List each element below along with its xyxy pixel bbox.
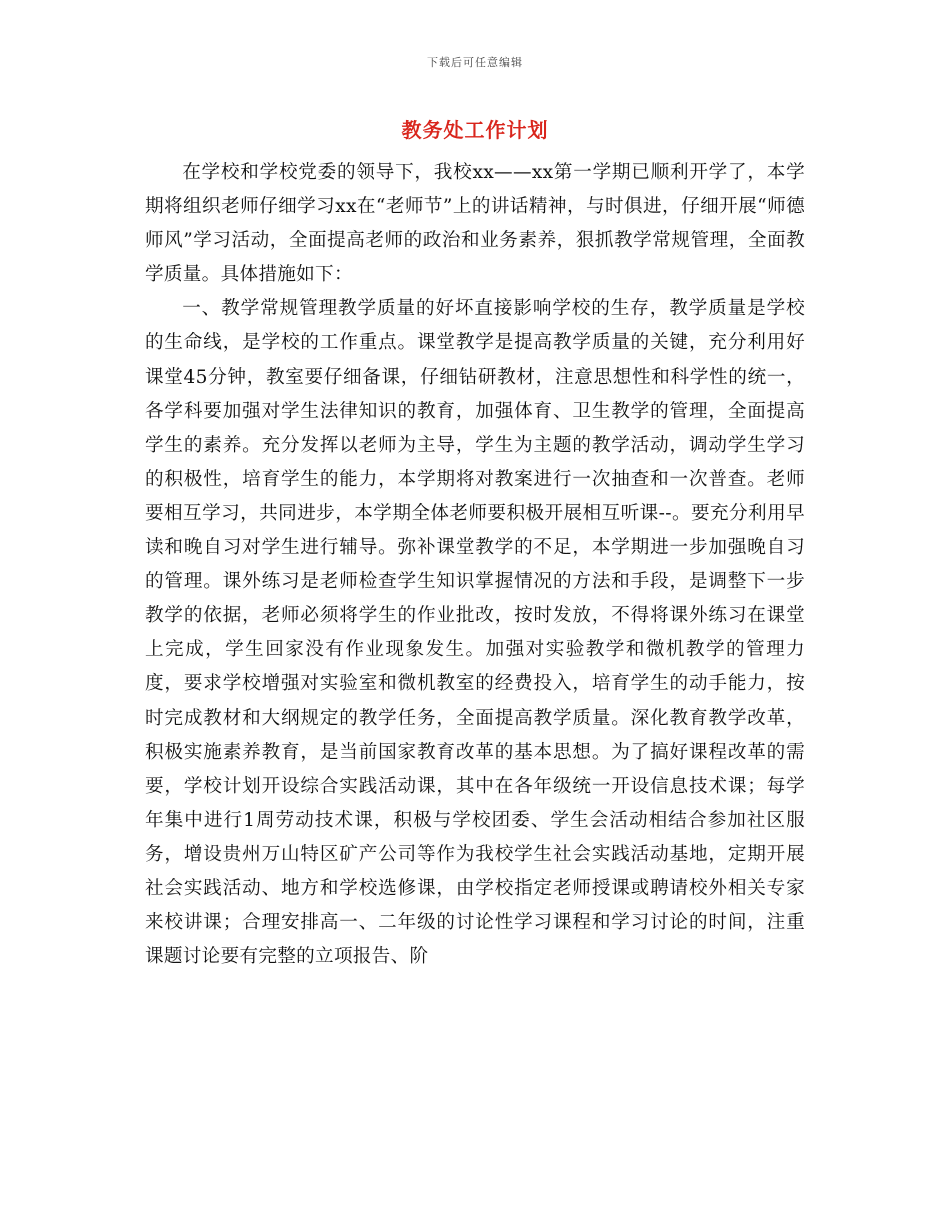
paragraph-section-one: 一、教学常规管理教学质量的好坏直接影响学校的生存，教学质量是学校的生命线，是学校的工作重点。课堂教学是提高教学质量的关键，充分利用好课堂45分钟，教室要仔细备课，仔细钻研教材，注意思想性和科学性的统一，各学科要加强对学生法律知识的教育，加强体育、卫生教学的管理，全面提高学生的素养。充分发挥以老师为主导，学生为主题的教学活动，调动学生学习的积极性，培育学生的能力，本学期将对教案进行一次抽查和一次普查。老师要相互学习，共同进步，本学期全体老师要积极开展相互听课--。要充分利用早读和晚自习对学生进行辅导。弥补课堂教学的不足，本学期进一步加强晚自习的管理。课外练习是老师检查学生知识掌握情况的方法和手段，是调整下一步教学的依据，老师必须将学生的作业批改，按时发放，不得将课外练习在课堂上完成，学生回家没有作业现象发生。加强对实验教学和微机教学的管理力度，要求学校增强对实验室和微机教室的经费投入，培育学生的动手能力，按时完成教材和大纲规定的教学任务，全面提高教学质量。深化教育教学改革，积极实施素养教育，是当前国家教育改革的基本思想。为了搞好课程改革的需要，学校计划开设综合实践活动课，其中在各年级统一开设信息技术课；每学年集中进行1周劳动技术课，积极与学校团委、学生会活动相结合参加社区服务，增设贵州万山特区矿产公司等作为我校学生社会实践活动基地，定期开展社会实践活动、地方和学校选修课，由学校指定老师授课或聘请校外相关专家来校讲课；合理安排高一、二年级的讨论性学习课程和学习讨论的时间，注重课题讨论要有完整的立项报告、阶	[145, 298, 805, 968]
document-title: 教务处工作计划	[401, 118, 549, 142]
paragraph-intro: 在学校和学校党委的领导下，我校xx——xx第一学期已顺利开学了，本学期将组织老师仔细学习xx在“老师节”上的讲话精神，与时俱进，仔细开展“师德师风”学习活动，全面提高老师的政治和业务素养，狠抓教学常规管理，全面教学质量。具体措施如下：	[145, 162, 805, 286]
document-body	[145, 156, 805, 974]
header-note: 下载后可任意编辑	[427, 56, 523, 69]
